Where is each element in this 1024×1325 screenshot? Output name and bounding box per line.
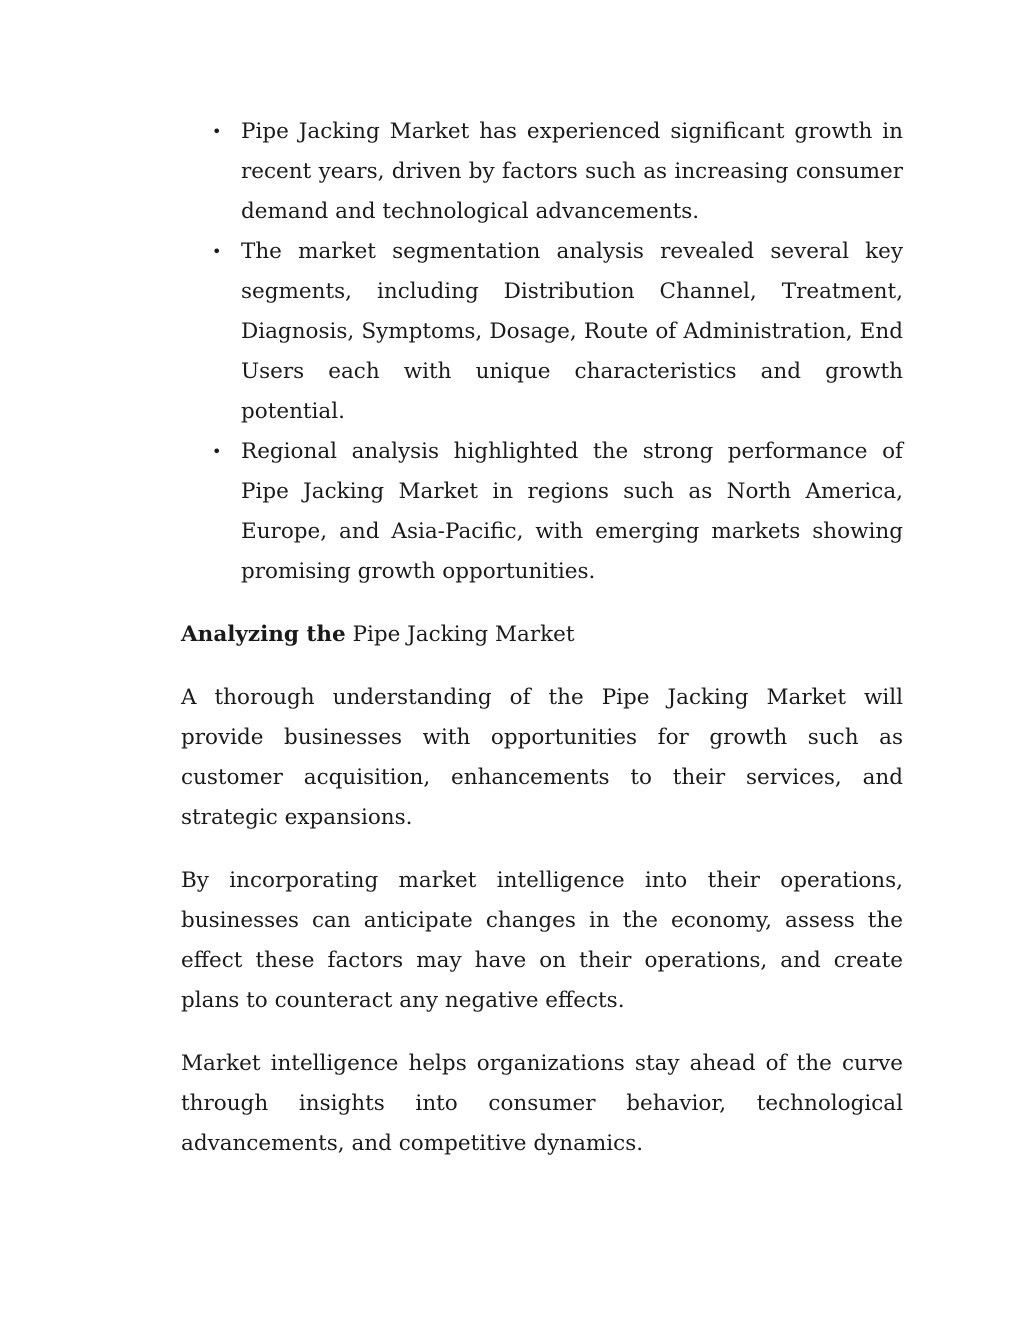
list-item <box>181 432 903 592</box>
document-body <box>181 112 903 1164</box>
section-heading <box>181 615 903 655</box>
paragraph: A thorough understanding of the Pipe Jacking Market will provide businesses with opportunities for growth such as customer acquisition, enhancements to their services, and strategic expansions. <box>181 685 903 830</box>
section-heading-bold: Analyzing the <box>181 622 346 647</box>
list-item-text: Pipe Jacking Market has experienced significant growth in recent years, driven by factors such as increasing consumer demand and technological advancements. <box>241 119 903 224</box>
list-item-text: The market segmentation analysis revealed several key segments, including Distribution Channel, Treatment, Diagnosis, Symptoms, Dosage, Route of Administration, End Users each with unique characteristics and growth potential. <box>241 239 903 424</box>
paragraph: Market intelligence helps organizations stay ahead of the curve through insights into consumer behavior, technological advancements, and competitive dynamics. <box>181 1051 903 1156</box>
section-heading-rest: Pipe Jacking Market <box>345 622 575 647</box>
list-item <box>181 112 903 232</box>
list-item-text: Regional analysis highlighted the strong performance of Pipe Jacking Market in regions such as North America, Europe, and Asia-Pacific, with emerging markets showing promising growth opportunities. <box>241 439 903 584</box>
key-findings-list <box>181 112 903 592</box>
paragraph: By incorporating market intelligence into their operations, businesses can anticipate changes in the economy, assess the effect these factors may have on their operations, and create plans to counteract any negative effects. <box>181 868 903 1013</box>
bullet-icon: • <box>212 242 222 261</box>
bullet-icon: • <box>212 122 222 141</box>
list-item <box>181 232 903 432</box>
bullet-icon: • <box>212 442 222 461</box>
